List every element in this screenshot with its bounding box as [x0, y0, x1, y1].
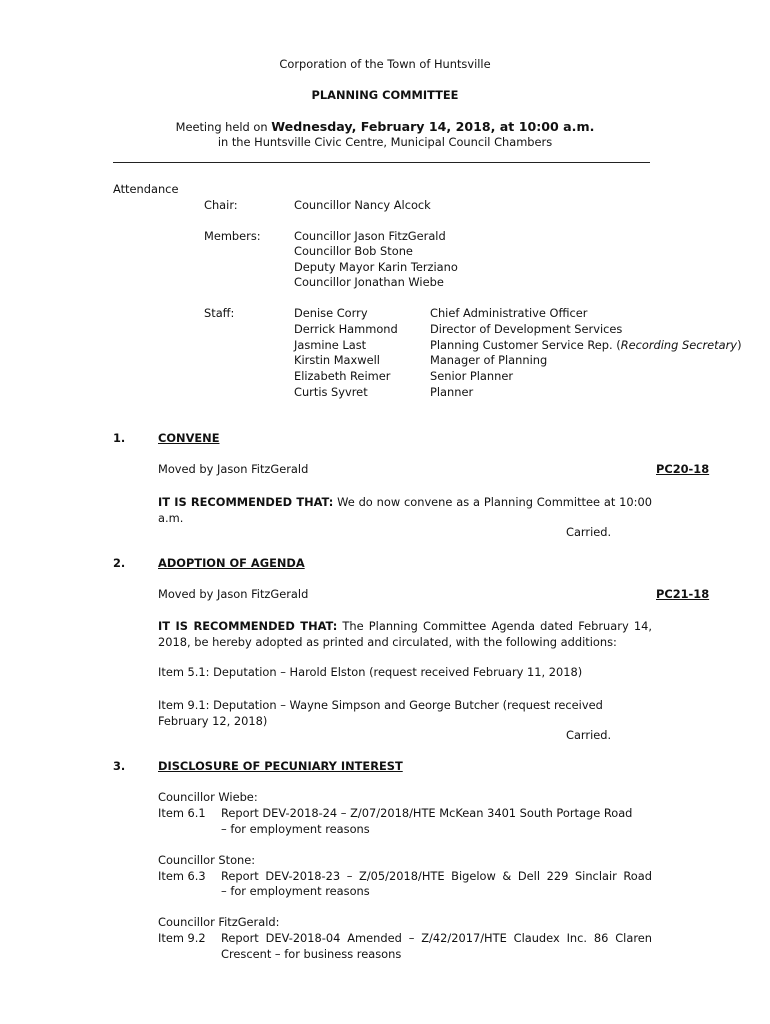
member-name: Councillor Bob Stone — [294, 244, 413, 258]
disclosure-councillor: Councillor FitzGerald: — [158, 915, 280, 929]
disclosure-item: Item 6.3 — [158, 869, 206, 883]
recommendation-label: IT IS RECOMMENDED THAT: — [158, 619, 338, 633]
section-heading: ADOPTION OF AGENDA — [158, 556, 305, 570]
staff-title — [430, 338, 742, 352]
staff-title-text: Planning Customer Service Rep. ( — [430, 338, 621, 352]
staff-name: Derrick Hammond — [294, 322, 398, 336]
section-heading: DISCLOSURE OF PECUNIARY INTEREST — [158, 759, 403, 773]
recommendation-text: The Planning Committee Agenda dated February 14, 2018, be hereby adopted as printed and circulated, with the following additions: — [158, 619, 652, 649]
moved-by: Moved by Jason FitzGerald — [158, 462, 309, 476]
committee-title: PLANNING COMMITTEE — [311, 88, 459, 102]
disclosure-report: Report DEV-2018-23 – Z/05/2018/HTE Bigelow & Dell 229 Sinclair Road — [221, 869, 652, 883]
recommendation — [158, 618, 652, 650]
staff-name: Kirstin Maxwell — [294, 353, 380, 367]
org-name: Corporation of the Town of Huntsville — [279, 57, 491, 71]
resolution-number: PC21-18 — [656, 587, 710, 601]
section-number: 3. — [113, 759, 126, 773]
agenda-addition: Item 5.1: Deputation – Harold Elston (request received February 11, 2018) — [158, 665, 583, 679]
meeting-date: Wednesday, February 14, 2018, at 10:00 a.m. — [271, 119, 595, 134]
members-label: Members: — [204, 229, 261, 243]
staff-title: Director of Development Services — [430, 322, 623, 336]
member-name: Deputy Mayor Karin Terziano — [294, 260, 458, 274]
disclosure-item: Item 9.2 — [158, 931, 206, 945]
meeting-prefix: Meeting held on — [175, 120, 272, 134]
staff-title: Planner — [430, 385, 474, 399]
agenda-addition: Item 9.1: Deputation – Wayne Simpson and George Butcher (request received February 12, 2018) — [158, 698, 603, 728]
section-number: 1. — [113, 431, 126, 445]
attendance-label: Attendance — [113, 182, 179, 196]
staff-name: Curtis Syvret — [294, 385, 368, 399]
meeting-line — [0, 119, 770, 134]
chair-name: Councillor Nancy Alcock — [294, 198, 431, 212]
disclosure-reason: – for employment reasons — [221, 884, 370, 898]
member-name: Councillor Jonathan Wiebe — [294, 275, 444, 289]
header-divider — [113, 162, 650, 163]
disclosure-reason: Crescent – for business reasons — [221, 947, 402, 961]
staff-title-italic: Recording Secretary — [620, 338, 738, 352]
section-heading: CONVENE — [158, 431, 220, 445]
resolution-number: PC20-18 — [656, 462, 710, 476]
section-number: 2. — [113, 556, 126, 570]
disclosure-reason: – for employment reasons — [221, 822, 370, 836]
disclosure-report: Report DEV-2018-24 – Z/07/2018/HTE McKean 3401 South Portage Road — [221, 806, 633, 820]
carried-label: Carried. — [566, 525, 612, 539]
member-name: Councillor Jason FitzGerald — [294, 229, 446, 243]
staff-title: Senior Planner — [430, 369, 514, 383]
staff-title: Manager of Planning — [430, 353, 548, 367]
recommendation — [158, 494, 652, 526]
staff-label: Staff: — [204, 306, 235, 320]
staff-name: Denise Corry — [294, 306, 368, 320]
disclosure-item: Item 6.1 — [158, 806, 206, 820]
chair-label: Chair: — [204, 198, 238, 212]
staff-title-suffix: ) — [737, 338, 742, 352]
disclosure-councillor: Councillor Stone: — [158, 853, 256, 867]
recommendation-label: IT IS RECOMMENDED THAT: — [158, 495, 334, 509]
staff-name: Jasmine Last — [294, 338, 367, 352]
moved-by: Moved by Jason FitzGerald — [158, 587, 309, 601]
recommendation-text: We do now convene as a Planning Committee at 10:00 a.m. — [158, 495, 652, 525]
disclosure-report: Report DEV-2018-04 Amended – Z/42/2017/HTE Claudex Inc. 86 Claren — [221, 931, 652, 945]
staff-name: Elizabeth Reimer — [294, 369, 391, 383]
meeting-location: in the Huntsville Civic Centre, Municipal Council Chambers — [217, 135, 553, 149]
staff-title: Chief Administrative Officer — [430, 306, 588, 320]
disclosure-councillor: Councillor Wiebe: — [158, 790, 258, 804]
carried-label: Carried. — [566, 728, 612, 742]
